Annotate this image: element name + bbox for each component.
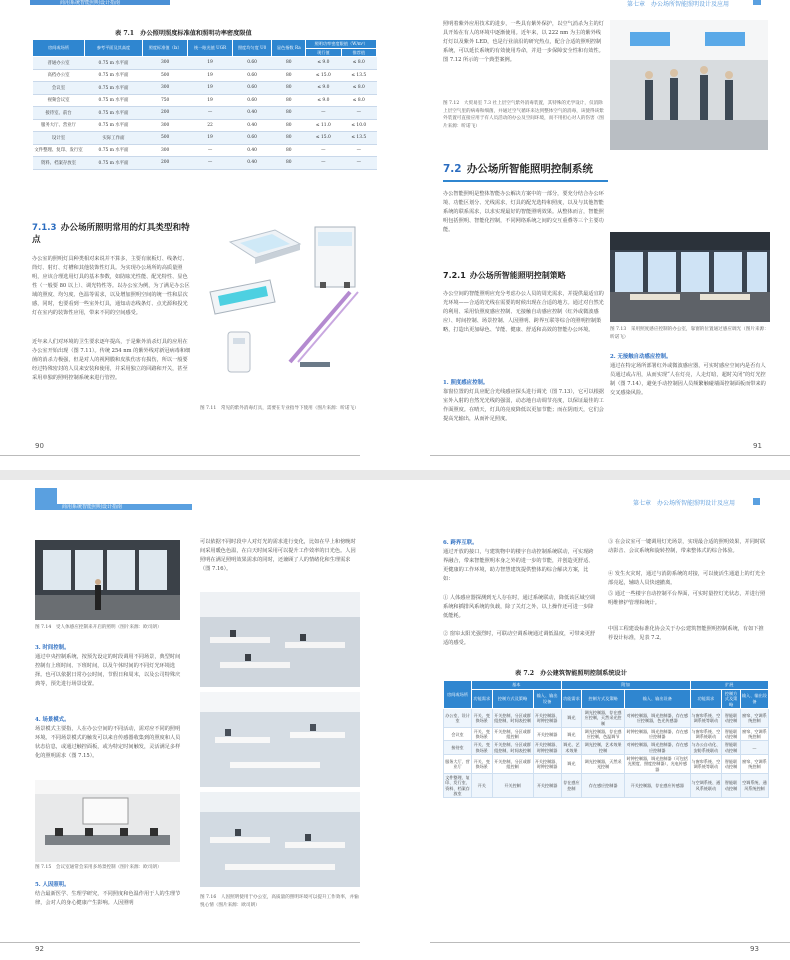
table-cell: 750: [143, 94, 188, 107]
header-marker: [35, 488, 57, 510]
table-cell: 200: [143, 107, 188, 120]
table-cell: 资料、档案存放室: [33, 157, 85, 170]
th-func: 功能需求: [561, 689, 582, 709]
open-office-photo-1: [200, 592, 360, 687]
table-cell: 服务大厅、营业厅: [33, 119, 85, 132]
table-row: [33, 57, 377, 70]
table-cell: 调光、艺术效果: [561, 741, 582, 755]
th-current: 现行值: [306, 48, 341, 57]
section-rule: [443, 180, 608, 182]
table-cell: 500: [143, 132, 188, 145]
th-reference-plane: 参考平面及其高度: [85, 40, 143, 57]
th-group-basic: 基本: [472, 681, 562, 690]
list-item: ③ 在会议室可一键调用灯光场景，实现最合适的照明效果，并同时联动影音、会议系统和旋转控制，带来整体式的综合体验。: [608, 539, 766, 554]
th-func: 功能需求: [690, 689, 722, 709]
th-io: 输入、输出设备: [533, 689, 561, 709]
table-cell: 19: [188, 69, 232, 82]
list-item: ④ 发生火灾时，通过与消防系统的对接，可以使活生通道上的灯光全部亮起，辅助人员快速撤离。: [608, 571, 766, 586]
paragraph: 办公室的照明灯具种类相对来说并不算多，主要有嵌板灯、线条灯、筒灯、射灯、灯槽和其他装饰性灯具。为实现办公场所的高质量照明，应该合理选用灯具的基本参数，如防眩光性能、配光特性、显色性（一般要 80 以上）、调光特性等。以办公室为例，为了满足办公区域的照度、均匀度、色温等需求，以及增加照明空间的统一性和层次感，同时，也要看到一些室外灯具，通知动态线条灯、点光源和投光灯在室内的装饰性应用，带来不同的空间感受。: [32, 256, 190, 316]
table-cell: 窗帘、空调系统控制: [742, 728, 767, 740]
table-row: [444, 727, 769, 741]
table-cell: 0.40: [232, 157, 272, 170]
th-ctrl: 控制方式及策略: [582, 689, 625, 709]
table-cell: 窗帘、空调系统控制: [740, 709, 768, 728]
page-90: [0, 0, 395, 470]
table-cell: 80: [272, 94, 306, 107]
point-title: 5. 人因照明。: [35, 882, 70, 888]
list-item: ① 人体感应器探测到无人存在时，通过系统联动，降低该区域空调系统和插排风系统的负载，除了关灯之外，以上操作还可进一步降低能耗。: [443, 595, 596, 619]
table-cell: ≤ 9.0: [306, 57, 341, 70]
paragraph: 场景模式主要指，人在办公空间的不同活动，需对应不同的照明环境。不同场景模式的触发可以来自传感器收集到的照度和人员状态信息，或通过触控面板，或为特定时间触发，灵活满足多样化的照明需求（图 7.15）。: [35, 726, 181, 759]
table-cell: —: [188, 107, 232, 120]
running-header: 第七章 办公场所智能照明设计及应用: [633, 500, 736, 507]
subsection-title: 办公场所智能照明控制策略: [469, 271, 566, 280]
table-cell: 80: [272, 57, 306, 70]
table-cell: 文件整理、复印、发行室、资料、档案存放室: [445, 774, 470, 796]
page-91: [395, 0, 790, 470]
page-93: [395, 480, 790, 960]
point-title: 4. 场景模式。: [35, 717, 70, 723]
footer-line: [430, 942, 790, 943]
table-cell: —: [740, 741, 768, 755]
table-cell: 0.40: [232, 144, 272, 157]
table-row: [444, 755, 769, 774]
table-cell: 与窗帘系统、空调系统等联动: [690, 755, 722, 774]
section-heading-7-1-3: [32, 222, 192, 246]
table-cell: 调光控制器，存在感应控制，色温调节: [582, 727, 625, 741]
table-cell: 时钟控制器，调光控制器（可包括光照度、照度控制器），光电传感器: [625, 755, 690, 774]
th-ra: 显色指数 Ra: [272, 40, 306, 57]
table-cell: 会议室: [33, 82, 85, 95]
table-cell: 0.75 m 水平面: [85, 157, 143, 170]
page-number: 93: [750, 945, 759, 953]
table-cell: ≤ 9.0: [306, 82, 341, 95]
section-heading-7-2: [443, 162, 773, 177]
th-room: 房间或场所: [33, 40, 85, 57]
list-item: ⑤ 通过一些楼宇自动控制平台界面，可实时量控灯光状态，并进行照明维修护管理和统计。: [608, 591, 766, 606]
table-cell: 80: [272, 144, 306, 157]
table-cell: 开关控制: [492, 773, 533, 797]
uv-luminaires-figure: [200, 222, 378, 402]
subsection-heading-7-2-1: [443, 270, 605, 282]
table-cell: 高档办公室: [33, 69, 85, 82]
subsection-number: 7.2.1: [443, 271, 466, 280]
point-title: 6. 跨界互联。: [443, 540, 478, 546]
table-cell: 开关、变换场景: [472, 709, 493, 728]
table-cell: 开关控制器、时钟控制器: [534, 742, 560, 753]
air-purifier-image: [228, 332, 250, 372]
table-cell: 会议室: [444, 727, 472, 741]
table-cell: —: [341, 144, 376, 157]
illuminance-table-body: [33, 57, 377, 170]
list-item: ② 窗帘太阳光强烈时，可联动空调系统通过调低温度，可带来更舒适的感受。: [443, 631, 596, 646]
running-header: 商用系统智能照明设计指南: [60, 0, 121, 6]
table-cell: 窗帘、空调系统控制: [740, 755, 768, 774]
table-cell: 19: [188, 94, 232, 107]
table-cell: 80: [272, 132, 306, 145]
paragraph: 照明着紫外应用技术的进步，一些具有紫外保护，以空气消杀为主的灯具开始在有人的环境中逐渐使用。近年来，以 222 nm 为主的紫外线灯灯以及紫外 LED，也是行业前沿的研究热点，配合合适的照明控制系统，可以延长系统的有效使用寿命，并进一步保障安全性和有效性。图 7.12 所示的一个典型案例。: [443, 21, 604, 63]
point-title: 1. 照度感应控制。: [443, 380, 489, 386]
illuminance-table: [32, 39, 377, 170]
table-cell: ≤ 8.0: [341, 94, 376, 107]
paragraph: [610, 190, 770, 230]
table-row: [33, 69, 377, 82]
control-system-table-body: [444, 709, 769, 798]
table-cell: 19: [188, 82, 232, 95]
table-cell: 0.75 m 水平面: [85, 69, 143, 82]
table-cell: 80: [272, 82, 306, 95]
table-cell: 调光控制器，天然采光控制: [582, 755, 625, 774]
table-cell: 智能联动控制: [722, 727, 741, 741]
table-cell: 开关控制，分区或群组控制，时间表控制: [492, 741, 533, 755]
table-row: [444, 741, 769, 755]
table-cell: 调光: [561, 755, 582, 774]
table-cell: 开关、变换场景: [472, 741, 493, 755]
table-cell: 0.75 m 水平面: [85, 82, 143, 95]
table-cell: 文件整理、复印、发行室: [33, 144, 85, 157]
table-cell: ≤ 15.0: [306, 69, 341, 82]
table-cell: 调光: [561, 727, 582, 741]
table-cell: 调光控制器，存在感应控制，天然采光控制: [582, 709, 625, 728]
table-cell: 0.60: [232, 132, 272, 145]
paragraph: 结合最新医学、生理学研究，不同照度和色温作用于人的生理节律，会对人的身心健康产生影响。人因照明: [35, 891, 181, 906]
table-cell: 0.60: [232, 94, 272, 107]
floor-uv-cabinet-image: [315, 227, 355, 288]
table-cell: ≤ 8.0: [341, 82, 376, 95]
header-marker: [753, 0, 761, 5]
th-io: 输入、输出设备: [740, 689, 768, 709]
paragraph: 可以依据不同时段中人对灯光的需求进行变化，比如在早上和傍晚时间采用暖色色温，在白天时间采用可以提升工作效率的日光色。人因照明在满足照明效果需求的同时，还兼顾了人的情绪化和生理需求（图 7.16）。: [200, 539, 356, 572]
footer-line: [0, 942, 360, 943]
human-centric-lighting-photos: [200, 592, 360, 892]
th-io: 输入、输出设备: [625, 689, 690, 709]
th-room: 房间或场所: [444, 681, 472, 709]
table-cell: 0.75 m 水平面: [85, 107, 143, 120]
running-header: 商用系统智能照明设计指南: [62, 504, 123, 510]
table-cell: 办公室、设计室: [444, 709, 472, 728]
table-cell: 开关控制器、时钟控制器: [533, 755, 561, 774]
table-cell: —: [306, 107, 341, 120]
section-title: 办公场所照明常用的灯具类型和特点: [32, 223, 190, 245]
page-number: 90: [35, 442, 44, 450]
table-cell: 0.60: [232, 82, 272, 95]
th-func: 功能需求: [472, 689, 493, 709]
table-cell: 开关控制器，存在感应传感器: [625, 773, 690, 797]
footer-line: [430, 455, 790, 456]
table-cell: 与办公自动化、安防系统联动: [691, 742, 721, 753]
table-cell: —: [188, 144, 232, 157]
table-cell: 服务大厅、营业厅: [444, 755, 472, 774]
table-cell: 0.75 m 水平面: [85, 119, 143, 132]
table-cell: 与空调系统、通风系统联动: [690, 773, 722, 797]
table-row: [33, 144, 377, 157]
section-title: 办公场所智能照明控制系统: [466, 163, 593, 175]
table-cell: 200: [143, 157, 188, 170]
section-number: 7.2: [443, 163, 462, 175]
paragraph: 通过中央控制系统，按预先设定的时段调用不同场景，典型时间控制有上班时间、下班时间，以及午休时间的不同灯光环境选择。也可以依据日常办公时间，节假日和周末，以及公司特殊庆典等，预先进行场景设置。: [35, 654, 181, 687]
table-cell: 对神控制器，调光控制器，存在感应控制器: [625, 741, 690, 755]
open-office-photo-2: [200, 692, 360, 787]
table-cell: 300: [143, 144, 188, 157]
sensor-office-photo: [35, 540, 180, 620]
table-cell: ≤ 13.5: [341, 69, 376, 82]
control-system-table: [443, 680, 769, 798]
table-cell: 80: [272, 69, 306, 82]
table-cell: 0.60: [232, 69, 272, 82]
table-cell: 300: [143, 82, 188, 95]
section-number: 7.1.3: [32, 223, 57, 233]
figure-caption: 图 7.14 受人体感应控制来开启的照明（图片来源：欧司朗）: [35, 625, 162, 630]
table-cell: 对神控制器，调光控制器，存在感应控制器，色光传感器: [625, 709, 690, 728]
table-cell: 300: [143, 57, 188, 70]
table-cell: ≤ 10.0: [341, 119, 376, 132]
table-cell: 实际工作面: [85, 132, 143, 145]
table-cell: 智能联动控制: [722, 755, 741, 774]
th-ugr: 统一眩光值 UGR: [188, 40, 232, 57]
open-office-photo-3: [200, 792, 360, 887]
th-illuminance: 照度标准值（lx）: [143, 40, 188, 57]
th-group-additional: 附加: [561, 681, 690, 690]
table-row: [33, 94, 377, 107]
table-cell: 19: [188, 57, 232, 70]
th-recommended: 推荐值: [341, 48, 376, 57]
table-cell: 0.60: [232, 57, 272, 70]
th-ctrl: 控制方式及策略: [492, 689, 533, 709]
table-cell: 智能联动控制: [722, 709, 741, 728]
paragraph: 靠窗位置的灯具应配合光线感应探头进行调光（图 7.13），它可以根据室外入射的自然光光线的强弱，动态地自动调节亮度，以保证最佳的工作面照度。在晴天，灯具的亮度降低以更加节能；而在阴雨天，它们会提高光输出，从而补足照度。: [443, 389, 605, 422]
table-cell: 接待室: [444, 741, 472, 755]
point-title: 2. 无接触自动感应控制。: [610, 354, 672, 360]
table-row: [33, 82, 377, 95]
table-row: [33, 107, 377, 120]
figure-caption: 图 7.15 会议室通常会采用多场景控制（图片来源：欧司朗）: [35, 865, 162, 870]
running-header: 第七章 办公场所智能照明设计及应用: [627, 1, 730, 8]
table-cell: —: [341, 157, 376, 170]
table-cell: 0.75 m 水平面: [85, 144, 143, 157]
point-title: 3. 时间控制。: [35, 645, 70, 651]
paragraph: 近年来人们对环境的卫生要求逐年提高，于是紫外消杀灯具的应用在办公室开始出现（图 7.11）。传统 254 nm 的紫外线对新冠病毒和细菌的消杀力极强，但是对人的视网膜和皮肤伤害有损伤，所以一般要经过特殊密封的人员来安装和使用，并采用独立的回路和开关，甚至采用单独的照明控制系统来进行管控。: [32, 339, 191, 381]
table-row: [444, 773, 769, 797]
table-cell: 与窗帘系统、空调系统等联动: [690, 709, 722, 728]
table-cell: 普通办公室: [33, 57, 85, 70]
table-cell: 空调系统、通风系统控制: [740, 773, 768, 797]
table-cell: 调光控制，艺术效果控制: [582, 741, 625, 755]
table-row: [33, 157, 377, 170]
page-number: 92: [35, 945, 44, 953]
paragraph: 通过在特定场所部署红外或微波感应器，可实时感应空间内是否有人员通过或占用，从而实现“人在灯亮，人走灯暗，超时关闭”的灯光控制（图 7.14），避免手动控制因人员频繁触碰墙面控制面板而带来的交叉感染风险。: [610, 363, 766, 396]
table-cell: 存在感应控制: [561, 773, 582, 797]
table-cell: —: [306, 144, 341, 157]
paragraph: 中国工程建设标准化协会关于办公建筑智能照明控制系统，有如下推荐设计标准，见表 7.2。: [608, 626, 764, 641]
figure-caption: 图 7.12 大贸易室 7.3 社上层空气紫外消毒装置，其特殊的光学设计，仅消除上层空气里的病毒和细菌，并通过空气循环来达到整体空气的消毒，该使得该紫外装置可直接应用于有人员活动的办公及空间环境，而不用担心对人的伤害（图片来源：昕诺飞）: [443, 101, 604, 129]
table-cell: 0.75 m 水平面: [85, 57, 143, 70]
meeting-room-photo: [35, 780, 180, 862]
table-cell: ≤ 8.0: [341, 57, 376, 70]
daylight-office-photo: [610, 232, 770, 322]
office-uv-photo: [610, 20, 768, 150]
table-cell: ≤ 15.0: [306, 132, 341, 145]
table-cell: 与窗帘系统、空调系统联动: [691, 728, 721, 740]
table-title: 表 7.1 办公照明照度标准值和照明功率密度限值: [115, 30, 252, 37]
table-cell: 时钟控制器，调光控制器，存在感应控制器: [625, 727, 690, 741]
table-cell: 开关、变换场景: [472, 727, 493, 741]
table-cell: 智能联动控制: [722, 741, 741, 755]
th-uniformity: 照度均匀度 U0: [232, 40, 272, 57]
table-cell: 开关、变换场景: [472, 755, 493, 774]
table-cell: 开关控制器、时钟控制器: [533, 709, 561, 728]
table-cell: 存在感应控制器: [582, 773, 625, 797]
table-row: [33, 119, 377, 132]
table-cell: 500: [143, 69, 188, 82]
table-cell: 开关控制器: [533, 727, 561, 741]
page-92: [0, 480, 395, 960]
table-cell: ≤ 11.0: [306, 119, 341, 132]
paragraph: 通过开放的接口，与建筑物中的楼宇自动控制系统联动，可实现跨界融合，带来智能照明本身之外的进一步的节能，并创造更舒适、更健康的工作环境，助力智慧建筑提供整体的综合解决方案，比如：: [443, 549, 594, 582]
table-cell: 80: [272, 157, 306, 170]
table-cell: 22: [188, 119, 232, 132]
paragraph: 办公空间的智能照明应充分考虑办公人员的周光需求，并提供最适宜的光环境——合适的光线在需要的时候出现在合适的地方。通过对自然光的利用、采用恰照度感应控制、无接触自动感应控制（红外或微波感应）、时间控制、场景控制、人因照明、跨界互联等综合的照明控制策略，打造出更加绿色、节能、健康、舒适和高效的智能办公环境。: [443, 291, 604, 333]
figure-caption: 图 7.13 采用照度感应控制的办公室，靠窗的位置通过感应调光（图片来源：昕诺飞）: [610, 327, 769, 340]
table-cell: 0.40: [232, 119, 272, 132]
table-cell: ≤ 9.0: [306, 94, 341, 107]
figure-caption: 图 7.16 人因照明使用于办公室，高质量的照明环境可以提升工作效率，并愉悦心情（图片来源：欧司朗）: [200, 895, 359, 908]
table-cell: —: [306, 157, 341, 170]
table-cell: 调光: [561, 709, 582, 728]
table-cell: 接待室、前台: [33, 107, 85, 120]
table-cell: —: [188, 157, 232, 170]
table-row: [33, 132, 377, 145]
table-cell: 80: [272, 119, 306, 132]
table-cell: 开关: [472, 773, 493, 797]
table-cell: 开关控制，分区或群组控制，时间表控制: [492, 709, 533, 728]
table-cell: ≤ 13.5: [341, 132, 376, 145]
th-group-extended: 扩展: [690, 681, 768, 690]
table-cell: 开关控制器: [533, 773, 561, 797]
figure-caption: 图 7.11 常见的紫外消毒灯具，需要在专业指导下使用（图片来源：昕诺飞）: [200, 406, 359, 411]
page-number: 91: [753, 442, 762, 450]
table-title: 表 7.2 办公建筑智能照明控制系统设计: [515, 670, 627, 677]
table-cell: 视频会议室: [33, 94, 85, 107]
table-cell: —: [341, 107, 376, 120]
th-ctrl: 控制方式及策略: [722, 689, 741, 709]
footer-line: [0, 455, 360, 456]
th-lpd: 照明功率密度限值（W/m²）: [306, 40, 377, 49]
paragraph: 办公智能照明是整体智能办公解决方案中的一部分，要充分结合办公环境、功能区划分、光线需求，灯具的配光选特和照度，以及与其他智能系统的联系需求，以求实现最好的智能照明效果。从整体而言，智能照明包括照明、智能化控制，不同网络系统之间的交互重叠等三个主要功能。: [443, 191, 604, 233]
table-cell: 开关控制，分区或群组控制: [492, 755, 533, 774]
table-cell: 300: [143, 119, 188, 132]
table-cell: 0.75 m 水平面: [85, 94, 143, 107]
table-row: [444, 709, 769, 728]
table-cell: 开关控制，分区或群组控制: [492, 727, 533, 741]
table-cell: 设计室: [33, 132, 85, 145]
header-marker: [753, 498, 760, 505]
table-cell: 0.40: [232, 107, 272, 120]
table-cell: 19: [188, 132, 232, 145]
table-cell: 智能联动控制: [722, 773, 741, 797]
table-cell: 80: [272, 107, 306, 120]
